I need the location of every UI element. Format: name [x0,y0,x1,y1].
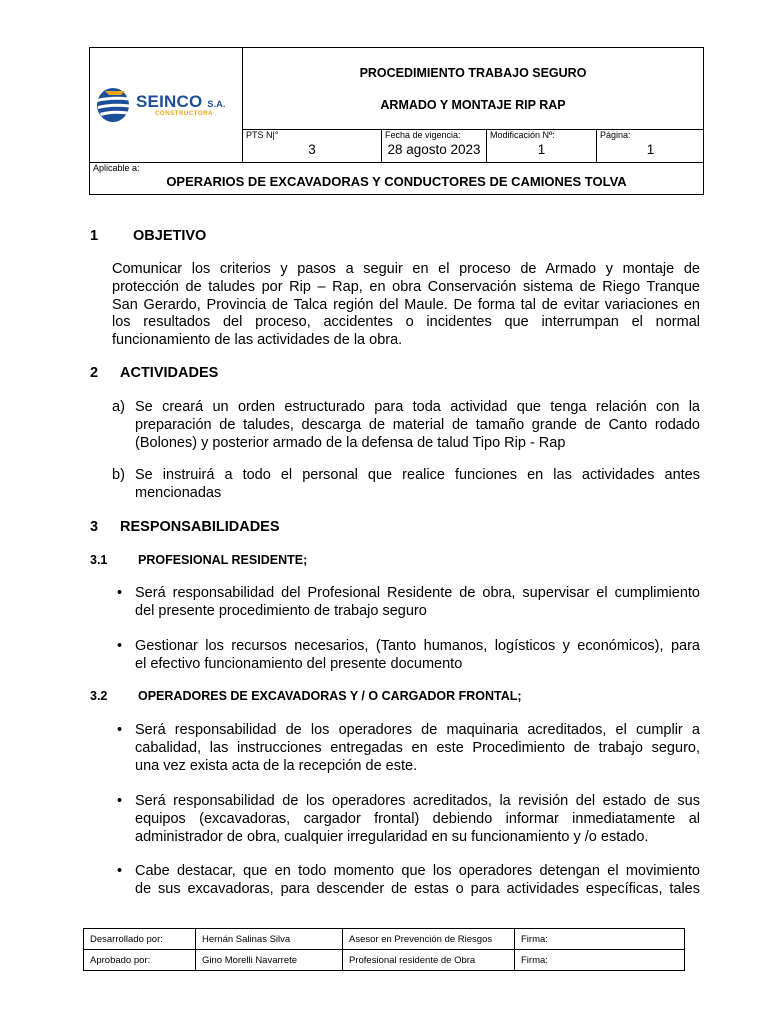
meta-row [243,129,703,162]
section-3-2-title: OPERADORES DE EXCAVADORAS Y / O CARGADOR FRONTAL; [138,689,522,703]
fecha-cell [382,130,487,162]
pts-label: PTS N|° [246,130,279,140]
section-3-title: RESPONSABILIDADES [120,519,280,535]
logo-emblem-icon [95,86,135,124]
section-3-number: 3 [90,519,99,535]
list-item-a: a) Se creará un orden estructurado para toda actividad que tenga relación con la preparación de taludes, descarga de material de tamaño grande de Canto rodado (Bolones) y posterior armado de la defensa de talud Tipo Rip - Rap [112,399,700,451]
bullet-icon: • [117,863,123,879]
modificacion-value: 1 [537,142,546,157]
list-marker-b: b) [112,467,125,483]
company-logo [95,86,240,126]
section-1-number: 1 [90,228,99,244]
section-3-1-number: 3.1 [90,553,108,567]
procedure-subtitle: ARMADO Y MONTAJE RIP RAP [380,98,566,112]
bullet-item: • Será responsabilidad de los operadores de maquinaria acreditados, el cumplir a cabalidad, las instrucciones entregadas en este Procedimiento de trabajo seguro, una vez exista acta de la recepción de este. [117,722,700,774]
pagina-label: Página: [600,130,631,140]
aplicable-label: Aplicable a: [93,163,140,173]
bullet-icon: • [117,585,123,601]
approved-by-label: Aprobado por: [84,950,196,971]
title-cell [243,48,703,129]
list-item-b: b) Se instruirá a todo el personal que realice funciones en las actividades antes mencionadas [112,467,700,501]
bullet-item: • Será responsabilidad del Profesional Residente de obra, supervisar el cumplimiento del presente procedimiento de trabajo seguro [117,585,700,619]
aplicable-row [90,162,703,195]
objetivo-paragraph: Comunicar los criterios y pasos a seguir en el proceso de Armado y montaje de protección de taludes por Rip – Rap, en obra Conservación sistema de Riego Tranque San Gerardo, Provincia de Talca región del Maule. De forma tal de evitar variaciones en los resultados del proceso, accidentes o incidentes que interrumpan el normal funcionamiento de las actividades de la obra. [112,261,700,349]
modificacion-label: Modificación Nº: [490,130,555,140]
pagina-cell [597,130,704,162]
document-header [89,47,704,195]
list-marker-a: a) [112,399,125,415]
logo-cell [90,48,243,162]
logo-subtitle: CONSTRUCTORA [155,111,214,117]
bullet-icon: • [117,638,123,654]
logo-brand: SEINCO S.A. [136,92,226,111]
developed-by-name: Hernán Salinas Silva [196,929,343,950]
table-row [84,950,685,971]
developed-by-role: Asesor en Prevención de Riesgos [343,929,515,950]
signature-field: Firma: [515,950,685,971]
section-2-title: ACTIVIDADES [120,365,219,381]
bullet-item: • Gestionar los recursos necesarios, (Tanto humanos, logísticos y económicos), para el efectivo funcionamiento del presente documento [117,638,700,672]
pts-value: 3 [308,142,316,157]
section-2-number: 2 [90,365,99,381]
bullet-item: • Será responsabilidad de los operadores acreditados, la revisión del estado de sus equipos (excavadoras, cargador frontal) debiendo informar inmediatamente al administrador de obra, cualquier irregularidad en su funcionamiento y /o estado. [117,793,700,845]
bullet-icon: • [117,793,123,809]
pts-cell [243,130,382,162]
section-1-title: OBJETIVO [133,228,207,244]
modificacion-cell [487,130,597,162]
aplicable-value: OPERARIOS DE EXCAVADORAS Y CONDUCTORES DE CAMIONES TOLVA [166,174,627,189]
signature-field: Firma: [515,929,685,950]
approved-by-role: Profesional residente de Obra [343,950,515,971]
bullet-item: • Cabe destacar, que en todo momento que los operadores detengan el movimiento de sus excavadoras, para descender de estas o para actividades específicas, tales [117,863,700,897]
developed-by-label: Desarrollado por: [84,929,196,950]
fecha-value: 28 agosto 2023 [387,142,481,157]
table-row [84,929,685,950]
pagina-value: 1 [646,142,655,157]
section-3-1-title: PROFESIONAL RESIDENTE; [138,553,308,567]
approved-by-name: Gino Morelli Navarrete [196,950,343,971]
section-3-2-number: 3.2 [90,689,108,703]
bullet-icon: • [117,722,123,738]
approval-table [83,928,685,971]
fecha-label: Fecha de vigencia: [385,130,461,140]
procedure-title: PROCEDIMIENTO TRABAJO SEGURO [359,66,587,80]
